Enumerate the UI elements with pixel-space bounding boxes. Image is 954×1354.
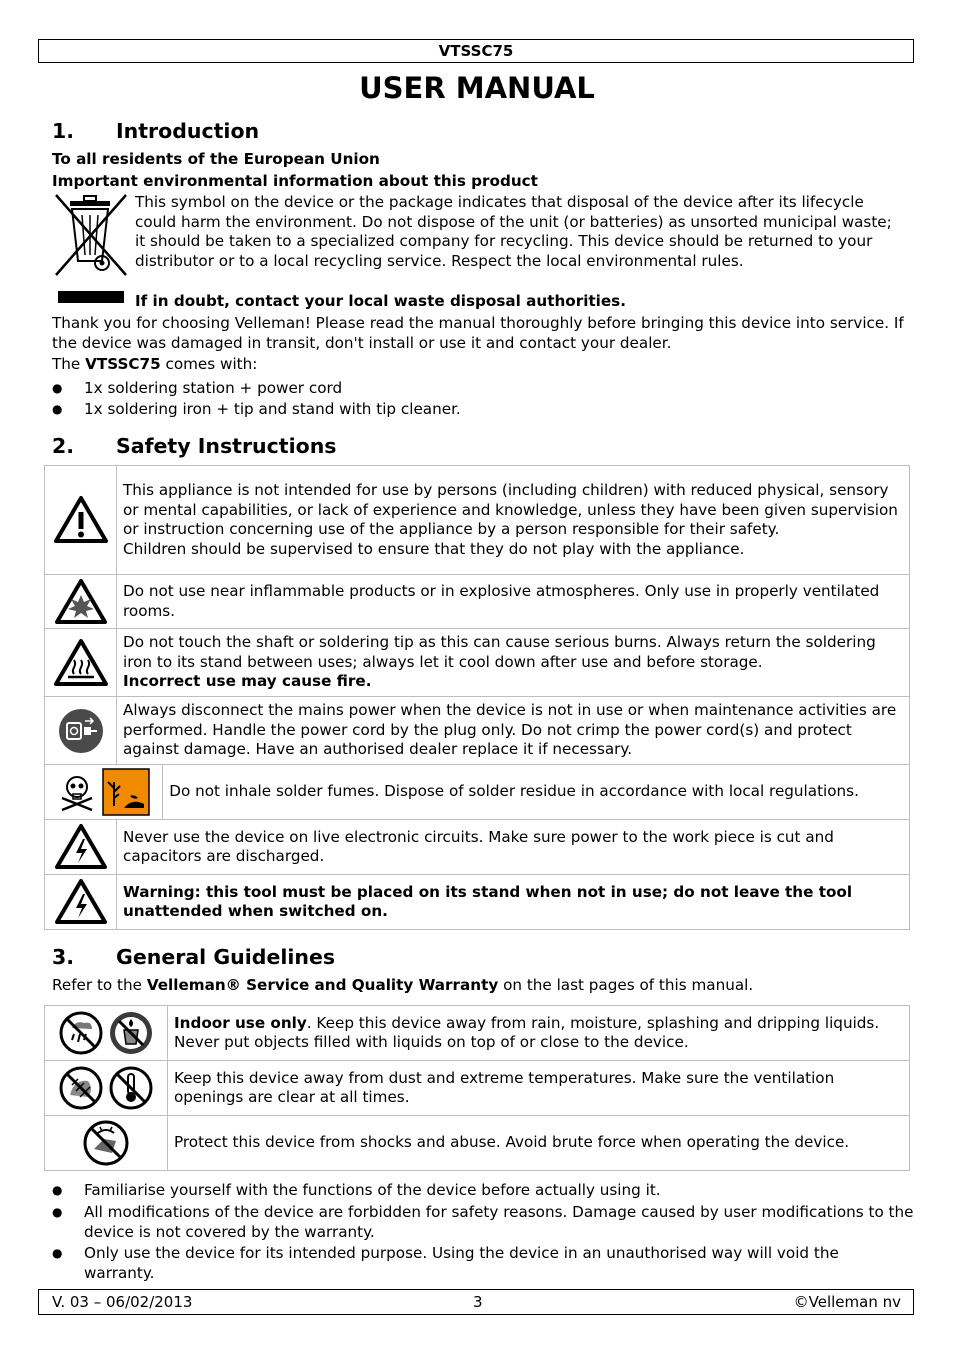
no-rain-icon bbox=[58, 1010, 104, 1056]
page-number: 3 bbox=[473, 1293, 483, 1311]
model-number: VTSSC75 bbox=[438, 42, 514, 60]
list-item: ● 1x soldering station + power cord bbox=[52, 379, 343, 397]
weee-bin-icon bbox=[52, 193, 130, 305]
table-row bbox=[45, 820, 910, 875]
guideline-text: Protect this device from shocks and abuse. Avoid brute force when operating the device. bbox=[174, 1133, 850, 1152]
eu-residents-subheading: To all residents of the European Union bbox=[52, 150, 380, 168]
guideline-text: Keep this device away from dust and extreme temperatures. Make sure the ventilation openings are clear at all times. bbox=[174, 1068, 835, 1106]
guideline-text: Indoor use only. Keep this device away from rain, moisture, splashing and dripping liquids. Never put objects filled with liquids on top of or close to the device. bbox=[174, 1013, 880, 1051]
page-title: USER MANUAL bbox=[359, 71, 595, 105]
hot-surface-icon bbox=[53, 638, 109, 688]
page-header bbox=[38, 39, 914, 63]
safety-text: Never use the device on live electronic circuits. Make sure power to the work piece is cut and capacitors are discharged. bbox=[123, 827, 834, 865]
warranty-reference: Refer to the Velleman® Service and Quality Warranty on the last pages of this manual. bbox=[52, 976, 754, 994]
explosion-hazard-icon bbox=[54, 578, 108, 626]
guidelines-table bbox=[44, 1005, 910, 1171]
no-extreme-temperature-icon bbox=[108, 1065, 154, 1111]
section-heading-safety: 2. Safety Instructions bbox=[52, 434, 337, 458]
list-item: ● 1x soldering iron + tip and stand with tip cleaner. bbox=[52, 400, 461, 418]
safety-text: Do not inhale solder fumes. Dispose of solder residue in accordance with local regulations. bbox=[169, 782, 859, 801]
table-row bbox=[45, 875, 910, 930]
safety-text: Always disconnect the mains power when the device is not in use or when maintenance activities are performed. Handle the power cord by the plug only. Do not crimp the power cord(s) and protect against damage. Have an authorised dealer replace it if necessary. bbox=[123, 701, 897, 759]
table-row bbox=[45, 575, 910, 629]
table-row bbox=[45, 697, 910, 765]
no-dust-icon bbox=[58, 1065, 104, 1111]
table-row bbox=[45, 1006, 910, 1061]
safety-text: Do not touch the shaft or soldering tip as this can cause serious burns. Always return the soldering iron to its stand between uses; always let it cool down after use and before storage. bbox=[123, 633, 876, 671]
list-item: ● Only use the device for its intended purpose. Using the device in an unauthorised way will void the warranty. bbox=[52, 1244, 839, 1282]
weee-text: This symbol on the device or the package indicates that disposal of the device after its lifecycle could harm the environment. Do not dispose of the unit (or batteries) as unsorted municipal waste; it should be taken to a specialized company for recycling. This device should be returned to your distributor or to a local recycling service. Respect the local environmental rules. bbox=[135, 193, 892, 270]
safety-text: This appliance is not intended for use by persons (including children) with reduced physical, sensory or mental capabilities, or lack of experience and knowledge, unless they have been given supervision or instruction concerning use of the appliance by a person responsible for their safety. bbox=[123, 481, 898, 538]
no-shocks-icon bbox=[82, 1119, 130, 1167]
fire-warning: Incorrect use may cause fire. bbox=[123, 672, 372, 691]
section-heading-general-guidelines: 3. General Guidelines bbox=[52, 945, 336, 969]
warning-triangle-icon bbox=[53, 495, 109, 545]
table-row bbox=[45, 466, 910, 575]
safety-text: Do not use near inflammable products or in explosive atmospheres. Only use in properly ventilated rooms. bbox=[123, 582, 880, 620]
list-item: ● Familiarise yourself with the functions of the device before actually using it. bbox=[52, 1181, 661, 1199]
environmental-hazard-icon bbox=[102, 768, 150, 816]
electric-shock-icon bbox=[54, 878, 108, 926]
copyright: ©Velleman nv bbox=[793, 1293, 901, 1311]
no-liquids-icon bbox=[108, 1010, 154, 1056]
table-row bbox=[45, 1061, 910, 1116]
environmental-subheading: Important environmental information about this product bbox=[52, 172, 538, 190]
version-date: V. 03 – 06/02/2013 bbox=[52, 1293, 193, 1311]
table-row bbox=[45, 1116, 910, 1171]
electric-shock-icon bbox=[54, 823, 108, 871]
contents-intro: The VTSSC75 comes with: bbox=[52, 355, 258, 373]
safety-table bbox=[44, 465, 910, 930]
page-footer bbox=[38, 1289, 914, 1315]
table-row bbox=[45, 629, 910, 697]
toxic-skull-icon bbox=[57, 772, 97, 812]
waste-disposal-note: If in doubt, contact your local waste disposal authorities. bbox=[135, 292, 626, 310]
stand-warning: Warning: this tool must be placed on its stand when not in use; do not leave the tool unattended when switched on. bbox=[123, 882, 853, 920]
unplug-icon bbox=[57, 707, 105, 755]
thanks-text: Thank you for choosing Velleman! Please read the manual thoroughly before bringing this device into service. If the device was damaged in transit, don't install or use it and contact your dealer. bbox=[52, 314, 904, 352]
section-heading-introduction: 1. Introduction bbox=[52, 119, 260, 143]
safety-text: Children should be supervised to ensure that they do not play with the appliance. bbox=[123, 539, 745, 558]
table-row bbox=[45, 765, 910, 820]
list-item: ● All modifications of the device are forbidden for safety reasons. Damage caused by user modifications to the device is not covered by the warranty. bbox=[52, 1203, 914, 1241]
